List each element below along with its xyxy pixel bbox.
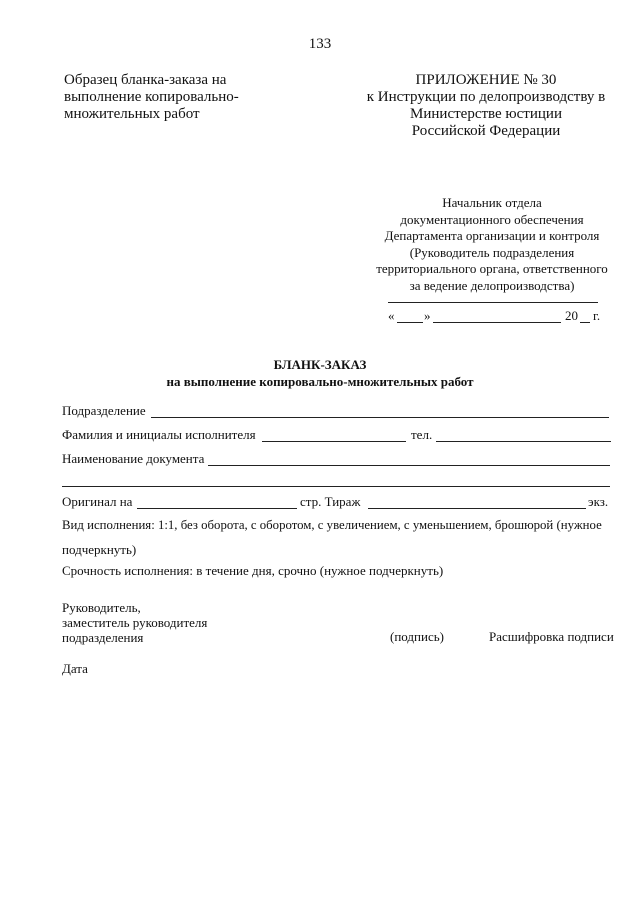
- recipient-block: [360, 195, 624, 294]
- approval-day-field[interactable]: [397, 322, 423, 323]
- copies-label: экз.: [588, 494, 609, 509]
- phone-field[interactable]: [436, 441, 611, 442]
- department-label: Подразделение: [62, 403, 146, 418]
- urgency-text: Срочность исполнения: в течение дня, срочно (нужное подчеркнуть): [62, 563, 444, 578]
- appendix-heading: [352, 72, 620, 140]
- signature-label: (подпись): [390, 629, 444, 644]
- head-line: заместитель руководителя: [62, 615, 208, 630]
- decryption-label: Расшифровка подписи: [489, 629, 614, 644]
- pages-circulation-label: стр. Тираж: [300, 494, 361, 509]
- sample-title-line: множительных работ: [64, 106, 200, 122]
- appendix-line: Министерстве юстиции: [410, 106, 562, 122]
- approval-signature-line[interactable]: [388, 302, 598, 303]
- sample-title: [64, 72, 304, 123]
- appendix-line: к Инструкции по делопроизводству в: [366, 89, 606, 105]
- sample-title-line: Образец бланка-заказа на: [64, 72, 227, 88]
- form-title: БЛАНК-ЗАКАЗ: [273, 357, 367, 372]
- date-open-quote: «: [388, 308, 395, 323]
- recipient-line: за ведение делопроизводства): [409, 277, 575, 293]
- appendix-line: Российской Федерации: [411, 123, 561, 139]
- head-line: Руководитель,: [62, 600, 141, 615]
- year-prefix: 20: [565, 308, 578, 323]
- head-line: подразделения: [62, 630, 144, 645]
- phone-label: тел.: [411, 427, 433, 442]
- page-number: 133: [308, 36, 332, 52]
- head-signature-block: [62, 600, 207, 645]
- approval-month-field[interactable]: [433, 322, 561, 323]
- date-label: Дата: [62, 661, 88, 676]
- execution-type-text-continued: подчеркнуть): [62, 542, 137, 557]
- recipient-line: документационного обеспечения: [400, 211, 584, 227]
- document-name-label: Наименование документа: [62, 451, 205, 466]
- recipient-line: (Руководитель подразделения: [409, 244, 575, 260]
- document-name-field-continued[interactable]: [62, 486, 610, 487]
- circulation-field[interactable]: [368, 508, 586, 509]
- form-heading: [0, 356, 640, 390]
- original-pages-field[interactable]: [137, 508, 297, 509]
- date-close-quote: »: [424, 308, 431, 323]
- original-label: Оригинал на: [62, 494, 133, 509]
- form-subtitle: на выполнение копировально-множительных работ: [166, 374, 474, 389]
- execution-type-text: Вид исполнения: 1:1, без оборота, с оборотом, с увеличением, с уменьшением, брошюрой (нужное: [62, 518, 602, 532]
- recipient-line: Начальник отдела: [442, 195, 542, 210]
- year-suffix: г.: [593, 308, 601, 323]
- approval-year-field[interactable]: [580, 322, 590, 323]
- document-name-field[interactable]: [208, 465, 610, 466]
- appendix-title: ПРИЛОЖЕНИЕ № 30: [415, 72, 557, 88]
- executor-label: Фамилия и инициалы исполнителя: [62, 427, 256, 442]
- recipient-line: Департамента организации и контроля: [384, 228, 600, 243]
- department-field[interactable]: [151, 417, 609, 418]
- sample-title-line: выполнение копировально-: [64, 89, 239, 105]
- executor-field[interactable]: [262, 441, 406, 442]
- recipient-line: территориального органа, ответственного: [376, 261, 608, 276]
